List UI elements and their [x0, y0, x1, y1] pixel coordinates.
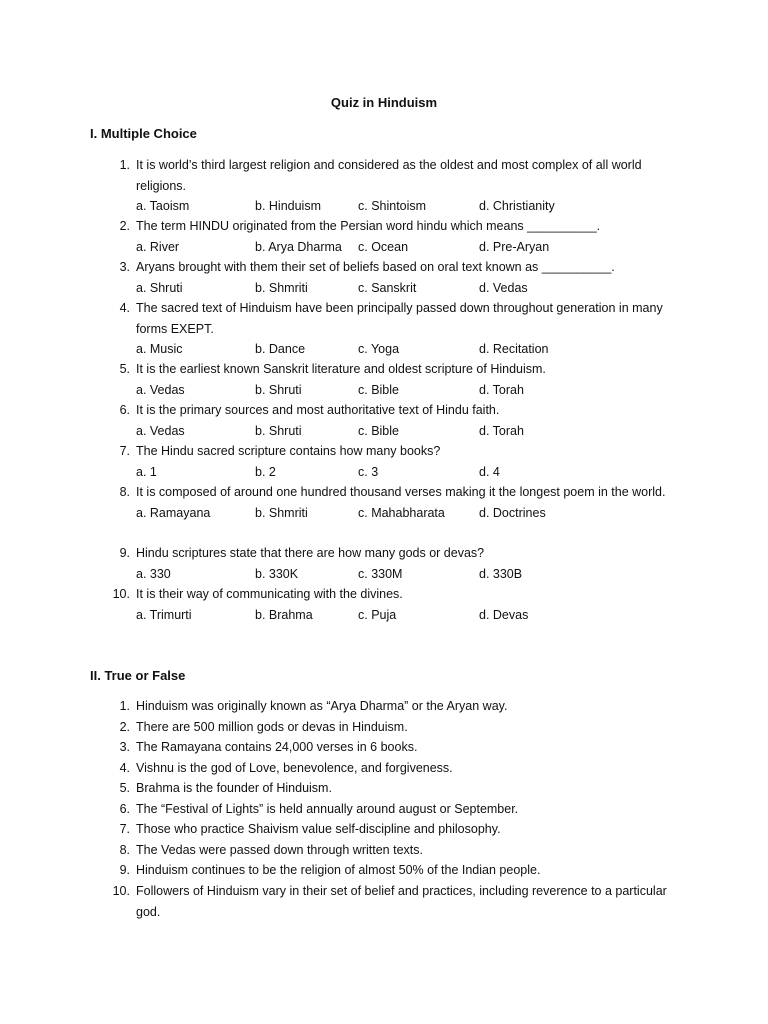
- choice-b: b. Shmriti: [255, 505, 308, 520]
- choice-row: [136, 503, 680, 524]
- choice-b: b. 330K: [255, 566, 299, 581]
- question-text: Hindu scriptures state that there are how many gods or devas?: [136, 546, 485, 560]
- choice-a: a. 1: [136, 464, 157, 479]
- question-number: 10.: [112, 587, 130, 601]
- mc-question-9: [110, 543, 680, 584]
- choice-d: d. 4: [479, 464, 500, 479]
- item-number: 5.: [119, 781, 130, 795]
- choice-a: a. 330: [136, 566, 171, 581]
- question-number: 8.: [119, 485, 130, 499]
- item-number: 6.: [119, 802, 130, 816]
- mc-question-1: [110, 155, 680, 217]
- item-number: 3.: [119, 740, 130, 754]
- item-text: The “Festival of Lights” is held annually around august or September.: [136, 802, 519, 816]
- question-text: Aryans brought with them their set of beliefs based on oral text known as __________.: [136, 260, 615, 274]
- choice-a: a. Shruti: [136, 280, 183, 295]
- choice-d: d. 330B: [479, 566, 523, 581]
- tf-item-10: [110, 881, 680, 922]
- choice-c: c. Yoga: [358, 342, 400, 356]
- question-text: It is world’s third largest religion and considered as the oldest and most complex of all world religions.: [136, 158, 642, 193]
- section-heading-true-false: II. True or False: [90, 668, 186, 683]
- question-number: 5.: [119, 362, 130, 376]
- item-text: Those who practice Shaivism value self-discipline and philosophy.: [136, 822, 501, 836]
- item-number: 10.: [112, 884, 130, 898]
- question-number: 7.: [119, 444, 130, 458]
- mc-question-7: [110, 441, 680, 482]
- choice-c: c. Bible: [358, 423, 399, 438]
- question-number: 4.: [119, 301, 130, 315]
- item-number: 4.: [119, 761, 130, 775]
- question-number: 9.: [119, 546, 130, 560]
- choice-row: [136, 339, 680, 360]
- choice-b: b. 2: [255, 464, 276, 479]
- choice-d: d. Recitation: [479, 342, 549, 356]
- choice-c: c. Bible: [358, 382, 399, 397]
- item-number: 8.: [119, 843, 130, 857]
- choice-b: b. Arya Dharma: [255, 239, 342, 254]
- question-number: 3.: [119, 260, 130, 274]
- item-text: Brahma is the founder of Hinduism.: [136, 781, 332, 795]
- choice-b: b. Dance: [255, 342, 306, 356]
- question-text: It is the primary sources and most authoritative text of Hindu faith.: [136, 403, 500, 417]
- choice-row: [136, 237, 680, 258]
- item-text: The Ramayana contains 24,000 verses in 6 books.: [136, 740, 418, 754]
- tf-item-2: [110, 717, 680, 738]
- choice-a: a. Taoism: [136, 199, 190, 213]
- choice-row: [136, 278, 680, 299]
- choice-c: c. Mahabharata: [358, 505, 445, 520]
- tf-item-7: [110, 819, 680, 840]
- page-title: Quiz in Hinduism: [330, 95, 438, 110]
- choice-b: b. Hinduism: [255, 199, 321, 213]
- question-text: It is composed of around one hundred thousand verses making it the longest poem in the world.: [136, 485, 666, 499]
- choice-row: [136, 196, 680, 217]
- item-text: The Vedas were passed down through written texts.: [136, 843, 423, 857]
- tf-item-9: [110, 860, 680, 881]
- mc-question-8: [110, 482, 680, 523]
- choice-b: b. Shruti: [255, 382, 302, 397]
- item-text: Hinduism continues to be the religion of almost 50% of the Indian people.: [136, 863, 541, 877]
- question-text: It is the earliest known Sanskrit literature and oldest scripture of Hinduism.: [136, 362, 546, 376]
- tf-item-5: [110, 778, 680, 799]
- choice-d: d. Torah: [479, 423, 524, 438]
- question-number: 2.: [119, 219, 130, 233]
- mc-question-6: [110, 400, 680, 441]
- item-text: Hinduism was originally known as “Arya Dharma” or the Aryan way.: [136, 699, 508, 713]
- choice-a: a. Vedas: [136, 382, 185, 397]
- choice-c: c. 330M: [358, 566, 403, 581]
- choice-d: d. Christianity: [479, 199, 555, 213]
- question-text: The Hindu sacred scripture contains how many books?: [136, 444, 441, 458]
- mc-question-4: [110, 298, 680, 360]
- question-number: 1.: [119, 158, 130, 172]
- question-number: 6.: [119, 403, 130, 417]
- choice-a: a. Music: [136, 342, 183, 356]
- choice-d: d. Torah: [479, 382, 524, 397]
- question-text: The term HINDU originated from the Persian word hindu which means __________.: [136, 219, 601, 233]
- mc-question-5: [110, 359, 680, 400]
- choice-a: a. River: [136, 239, 180, 254]
- choice-row: [136, 421, 680, 442]
- choice-c: c. Shintoism: [358, 199, 427, 213]
- choice-row: [136, 380, 680, 401]
- choice-a: a. Trimurti: [136, 607, 192, 622]
- item-number: 9.: [119, 863, 130, 877]
- question-text: The sacred text of Hinduism have been principally passed down throughout generation in many forms EXEPT.: [136, 301, 663, 336]
- item-number: 2.: [119, 720, 130, 734]
- tf-item-3: [110, 737, 680, 758]
- mc-question-2: [110, 216, 680, 257]
- choice-c: c. Sanskrit: [358, 280, 417, 295]
- tf-item-8: [110, 840, 680, 861]
- item-text: Vishnu is the god of Love, benevolence, and forgiveness.: [136, 761, 453, 775]
- mc-question-10: [110, 584, 680, 625]
- choice-row: [136, 462, 680, 483]
- choice-c: c. Puja: [358, 607, 397, 622]
- choice-d: d. Pre-Aryan: [479, 239, 550, 254]
- item-number: 7.: [119, 822, 130, 836]
- choice-row: [136, 605, 680, 626]
- choice-d: d. Devas: [479, 607, 529, 622]
- choice-c: c. 3: [358, 464, 379, 479]
- choice-d: d. Doctrines: [479, 505, 546, 520]
- tf-item-1: [110, 696, 680, 717]
- tf-item-4: [110, 758, 680, 779]
- choice-b: b. Shruti: [255, 423, 302, 438]
- item-number: 1.: [119, 699, 130, 713]
- choice-a: a. Ramayana: [136, 505, 211, 520]
- mc-question-3: [110, 257, 680, 298]
- tf-item-6: [110, 799, 680, 820]
- section-heading-multiple-choice: I. Multiple Choice: [90, 126, 197, 141]
- item-text: Followers of Hinduism vary in their set of belief and practices, including reverence to a particular god.: [136, 884, 667, 919]
- question-text: It is their way of communicating with the divines.: [136, 587, 403, 601]
- choice-b: b. Brahma: [255, 607, 313, 622]
- choice-d: d. Vedas: [479, 280, 528, 295]
- item-text: There are 500 million gods or devas in Hinduism.: [136, 720, 408, 734]
- choice-c: c. Ocean: [358, 239, 409, 254]
- choice-a: a. Vedas: [136, 423, 185, 438]
- choice-b: b. Shmriti: [255, 280, 308, 295]
- choice-row: [136, 564, 680, 585]
